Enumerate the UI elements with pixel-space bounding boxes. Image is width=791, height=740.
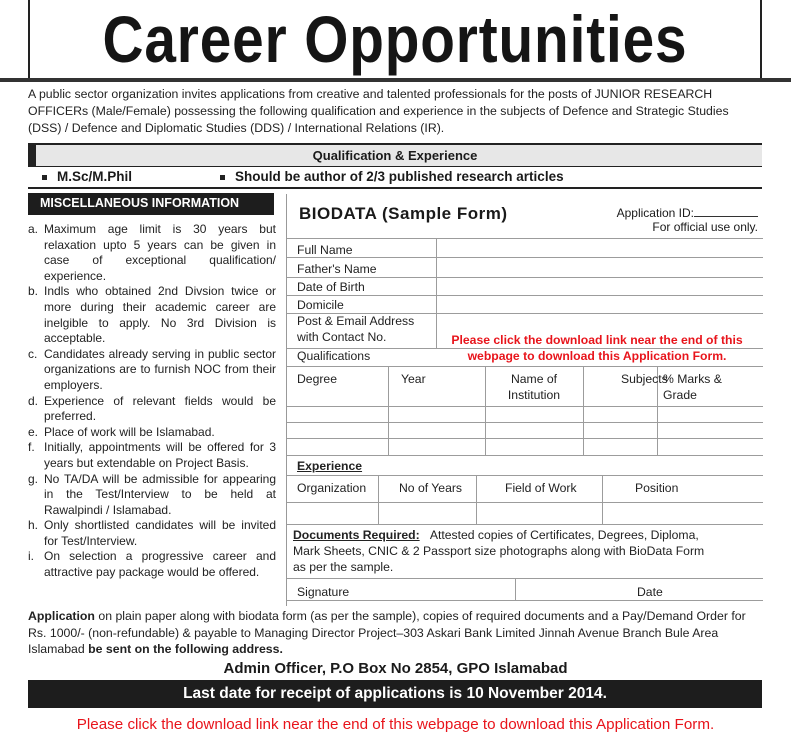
list-item	[28, 222, 276, 284]
grid-line	[287, 238, 763, 239]
grid-line	[287, 366, 763, 367]
grid-line	[287, 422, 763, 423]
application-text: Islamabad	[28, 642, 89, 656]
grid-line	[287, 406, 763, 407]
application-id-block	[617, 206, 758, 234]
grid-line	[287, 502, 763, 503]
list-text: Maximum age limit is 30 years but relaxation upto 5 years can be given in case of exceptional qualification/ experience.	[44, 222, 276, 283]
list-item	[28, 440, 276, 471]
col-subjects: Subjects	[621, 372, 668, 386]
grid-line	[476, 475, 477, 524]
col-no-of-years: No of Years	[399, 481, 463, 495]
list-item	[28, 284, 276, 346]
qualification-heading: Qualification & Experience	[312, 148, 478, 163]
official-use-note: For official use only.	[652, 220, 758, 234]
list-letter: a.	[28, 222, 39, 236]
list-letter: b.	[28, 284, 39, 299]
application-instructions	[28, 608, 764, 658]
list-text: No TA/DA will be admissible for appearing in the Test/Interview to be held at Rawalpindi / Islamabad.	[44, 471, 276, 517]
field-post-email: Post & Email Address	[297, 314, 415, 328]
list-item	[28, 394, 276, 425]
col-name-of: Name of	[510, 372, 558, 386]
application-text: Rs. 1000/- (non-refundable) & payable to Managing Director Project–303 Askari Bank Limited Jinnah Avenue Branch Bule Area	[28, 625, 719, 640]
application-text: on plain paper along with biodata form (as per the sample), copies of required documents and a Pay/Demand Order for	[94, 609, 746, 623]
grid-line	[287, 578, 763, 579]
col-position: Position	[635, 481, 679, 495]
admin-address: Admin Officer, P.O Box No 2854, GPO Islamabad	[223, 660, 568, 677]
col-degree: Degree	[297, 372, 337, 386]
application-id-label: Application ID:	[616, 206, 694, 220]
application-text-bold: be sent on the following address.	[88, 642, 283, 656]
grid-line	[583, 366, 584, 455]
download-note-inline: Please click the download link near the end of this webpage to download this Application Form.	[451, 333, 743, 363]
grid-line	[287, 524, 763, 525]
misc-heading: MISCELLANEOUS INFORMATION	[28, 193, 274, 215]
documents-label: Documents Required:	[293, 528, 420, 542]
grid-line	[388, 366, 389, 455]
list-item	[28, 518, 276, 549]
documents-required	[293, 528, 761, 543]
col-grade: Grade	[663, 388, 697, 402]
application-lead: Application	[28, 609, 95, 623]
documents-text-line: Mark Sheets, CNIC & 2 Passport size photographs along with BioData Form	[293, 544, 705, 558]
list-text: Place of work will be Islamabad.	[44, 424, 215, 439]
form-title: BIODATA (Sample Form)	[299, 204, 508, 223]
list-letter: d.	[28, 393, 39, 408]
documents-text: Attested copies of Certificates, Degrees, Diploma,	[429, 528, 699, 542]
bullet-icon	[220, 175, 225, 180]
field-date-of-birth: Date of Birth	[297, 280, 365, 294]
list-text: Initially, appointments will be offered for 3 years but extendable on Project Basis.	[44, 440, 276, 470]
signature-label: Signature	[297, 585, 350, 599]
grid-line	[287, 277, 763, 278]
grid-line	[287, 438, 763, 439]
grid-line	[287, 600, 763, 601]
documents-text-line: as per the sample.	[293, 560, 394, 574]
grid-line	[515, 578, 516, 600]
intro-paragraph: A public sector organization invites applications from creative and talented professionals for the posts of JUNIOR RESEARCH OFFICERs (Male/Female) possessing the following qualification and experience in the subjects of Defence and Strategic Studies (DSS) / Defence and Diplomatic Studies (DDS) / International Relations (IR).	[28, 87, 729, 135]
list-text: Experience of relevant fields would be preferred.	[44, 393, 276, 424]
field-fathers-name: Father's Name	[297, 262, 377, 276]
qualification-item	[220, 169, 564, 184]
col-institution: Institution	[507, 388, 561, 402]
grid-line	[602, 475, 603, 524]
date-label: Date	[637, 585, 663, 599]
list-text: Only shortlisted candidates will be invited for Test/Interview.	[44, 518, 276, 548]
list-text: Candidates already serving in public sector organizations are to furnish NOC from their employers.	[44, 346, 276, 392]
list-item	[28, 425, 276, 441]
application-id-field	[694, 207, 758, 217]
qualification-bar	[28, 143, 762, 167]
list-letter: g.	[28, 471, 39, 486]
download-link-note[interactable]: Please click the download link near the end of this webpage to download this Application Form.	[76, 716, 715, 733]
col-marks: % Marks &	[663, 372, 722, 386]
biodata-form	[286, 194, 762, 606]
qualification-articles: Should be author of 2/3 published research articles	[235, 169, 564, 184]
col-field-of-work: Field of Work	[505, 481, 577, 495]
list-item	[28, 472, 276, 519]
grid-line	[287, 455, 763, 456]
list-item	[28, 347, 276, 394]
field-contact-no: with Contact No.	[297, 330, 387, 344]
col-organization: Organization	[297, 481, 367, 495]
grid-line	[287, 295, 763, 296]
title-banner	[28, 0, 762, 78]
bullet-icon	[42, 175, 47, 180]
grid-line	[287, 475, 763, 476]
grid-line	[287, 257, 763, 258]
list-letter: f.	[28, 440, 35, 455]
page-title: Career Opportunities	[102, 2, 688, 76]
qualification-degree: M.Sc/M.Phil	[57, 169, 133, 184]
qualification-row	[28, 167, 762, 189]
misc-list	[28, 222, 276, 581]
list-letter: i.	[28, 549, 34, 564]
field-full-name: Full Name	[297, 243, 353, 257]
qualification-item	[42, 169, 132, 184]
list-letter: e.	[28, 424, 39, 439]
list-letter: h.	[28, 518, 39, 533]
col-year: Year	[401, 372, 426, 386]
experience-label: Experience	[297, 459, 363, 473]
list-item	[28, 549, 276, 580]
qualifications-label: Qualifications	[297, 349, 371, 363]
field-domicile: Domicile	[297, 298, 344, 312]
title-rule	[0, 78, 791, 82]
list-text: Indls who obtained 2nd Divsion twice or more during their academic career are inelgible to apply. No 3rd Division is acceptable.	[44, 284, 276, 346]
grid-line	[378, 475, 379, 524]
list-letter: c.	[28, 346, 38, 361]
list-text: On selection a progressive career and attractive pay package would be offered.	[44, 549, 276, 580]
last-date-bar: Last date for receipt of applications is 10 November 2014.	[28, 680, 762, 708]
